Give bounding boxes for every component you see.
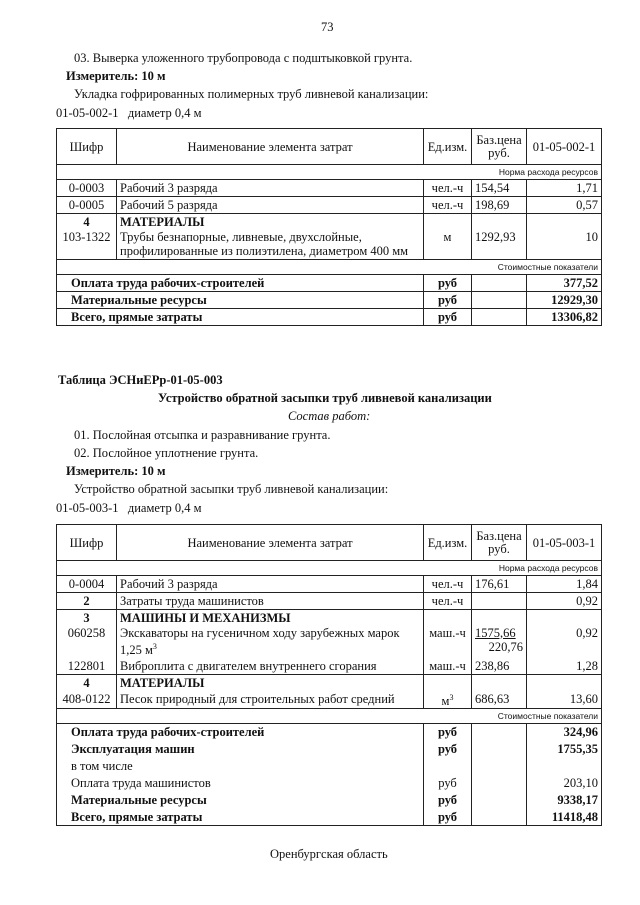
header-unit: Ед.изм. [424,525,472,561]
cost-caption: Стоимостные показатели [57,260,602,275]
total-row: Всего, прямые затраты руб 13306,82 [57,309,602,326]
work-description-2: Устройство обратной засыпки труб ливневой канализации: [74,482,389,496]
composition-label: Состав работ: [288,409,371,423]
cost-caption: Стоимостные показатели [57,709,602,724]
total-row: Оплата труда рабочих-строителей руб 324,96 [57,724,602,741]
section-row-materials: 4 МАТЕРИАЛЫ [57,675,602,691]
table-row: 0-0004 Рабочий 3 разряда чел.-ч 176,61 1,84 [57,576,602,593]
header-name: Наименование элемента затрат [117,129,424,165]
table-row: 103-1322 Трубы безнапорные, ливневые, двухслойные, профилированные из полиэтилена, диаметром 400 мм м 1292,93 10 [57,230,602,260]
table-row: 060258 Экскаваторы на гусеничном ходу зарубежных марок 1,25 $м^3$ маш.-ч 1575,66 220,76 0,92 [57,626,602,658]
meter-label: Измеритель: 10 м [66,69,166,83]
total-row: Оплата труда рабочих-строителей руб 377,52 [57,275,602,292]
table-row: 408-0122 Песок природный для строительных работ средний $м^3$ 686,63 13,60 [57,691,602,709]
work-step-3: 03. Выверка уложенного трубопровода с подштыковкой грунта. [74,51,413,65]
header-unit: Ед.изм. [424,129,472,165]
table-row: 2 Затраты труда машинистов чел.-ч 0,92 [57,593,602,610]
norm-code-line-2: 01-05-003-1 диаметр 0,4 м [56,501,202,515]
section-row-machines: 3 МАШИНЫ И МЕХАНИЗМЫ [57,610,602,626]
header-code: Шифр [57,129,117,165]
footer-region: Оренбургская область [270,847,388,861]
total-row: Материальные ресурсы руб 12929,30 [57,292,602,309]
header-norm: 01-05-002-1 [527,129,602,165]
work-step-2: 02. Послойное уплотнение грунта. [74,446,259,460]
header-norm: 01-05-003-1 [527,525,602,561]
header-name: Наименование элемента затрат [117,525,424,561]
total-row: в том числе [57,758,602,775]
table-row: 122801 Виброплита с двигателем внутреннего сгорания маш.-ч 238,86 1,28 [57,658,602,675]
cost-table-1 [56,128,602,326]
meter-label-2: Измеритель: 10 м [66,464,166,478]
total-row: Эксплуатация машин руб 1755,35 [57,741,602,758]
table-row: 0-0005 Рабочий 5 разряда чел.-ч 198,69 0,57 [57,197,602,214]
work-step-1: 01. Послойная отсыпка и разравнивание грунта. [74,428,331,442]
norm-caption: Норма расхода ресурсов [57,561,602,576]
section-heading: Устройство обратной засыпки труб ливневой канализации [158,391,492,405]
table-title: Таблица ЭСНиЕРр-01-05-003 [58,373,223,387]
norm-code-line: 01-05-002-1 диаметр 0,4 м [56,106,202,120]
header-code: Шифр [57,525,117,561]
header-price: Баз.цена руб. [472,525,527,561]
total-row: Всего, прямые затраты руб 11418,48 [57,809,602,826]
work-description: Укладка гофрированных полимерных труб ливневой канализации: [74,87,429,101]
header-price: Баз.цена руб. [472,129,527,165]
table-row: 0-0003 Рабочий 3 разряда чел.-ч 154,54 1,71 [57,180,602,197]
cost-table-2 [56,524,602,826]
norm-caption: Норма расхода ресурсов [57,165,602,180]
total-row: Материальные ресурсы руб 9338,17 [57,792,602,809]
section-row-materials: 4 МАТЕРИАЛЫ [57,214,602,230]
page-number: 73 [321,20,334,34]
total-row: Оплата труда машинистов руб 203,10 [57,775,602,792]
